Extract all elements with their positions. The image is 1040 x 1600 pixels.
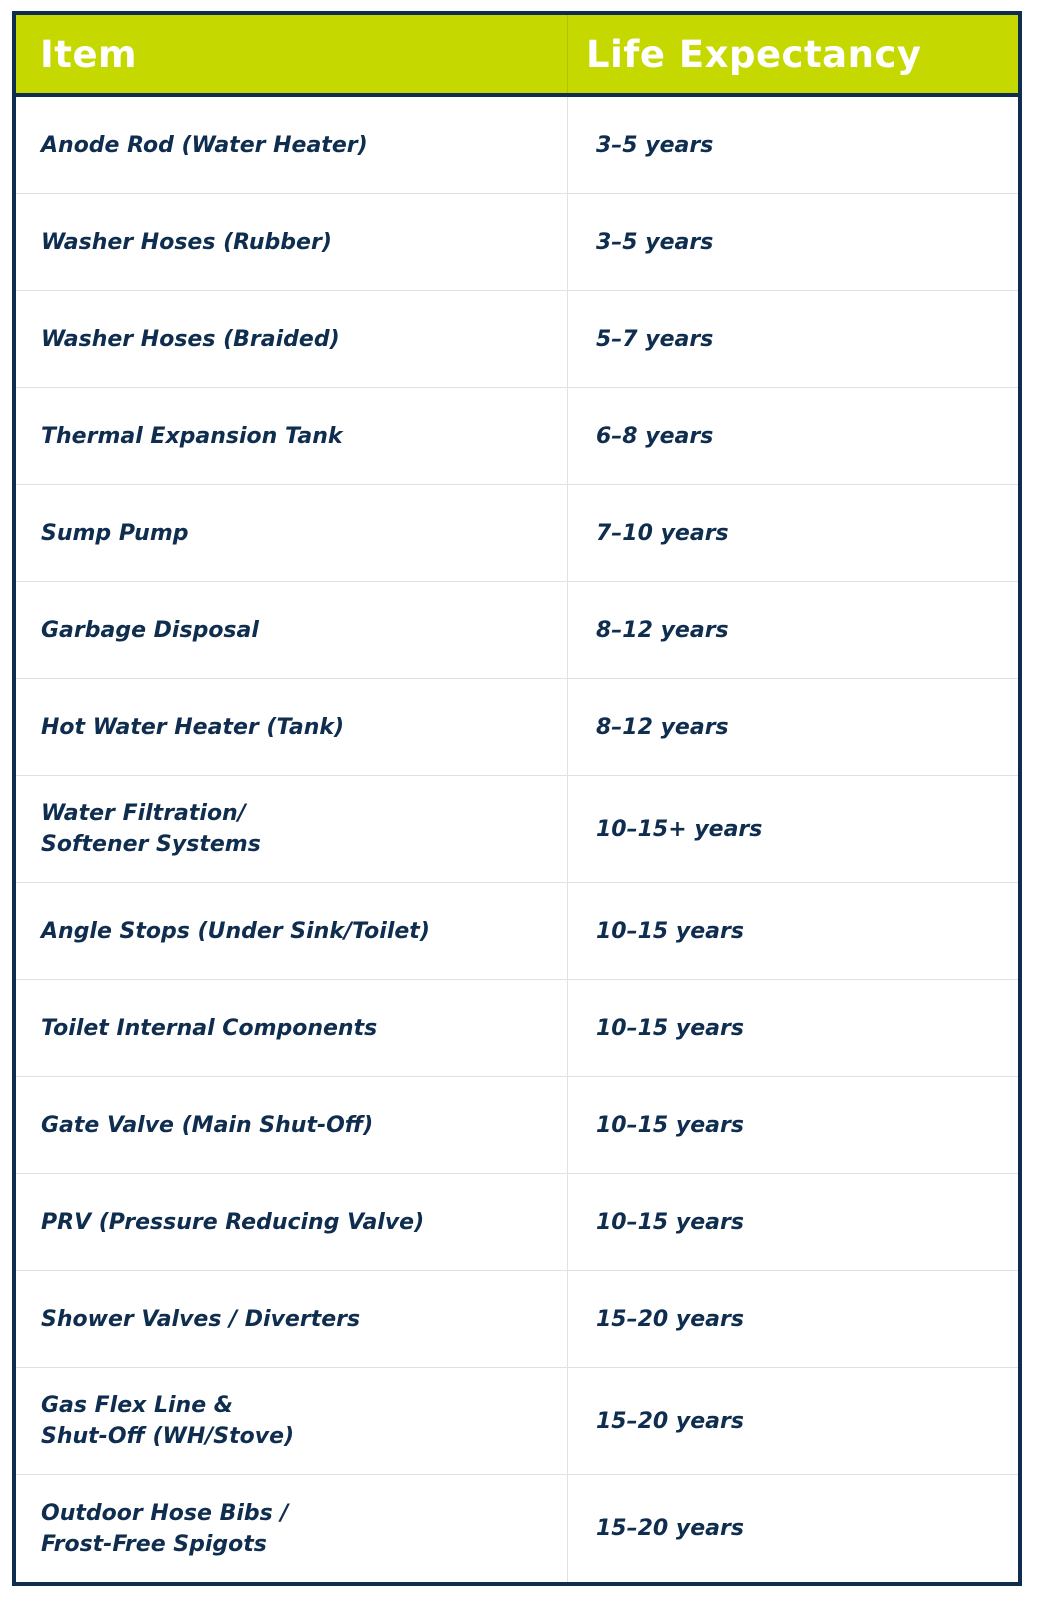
life-cell: 8–12 years bbox=[596, 617, 729, 643]
table-row bbox=[16, 1368, 1018, 1475]
table-row bbox=[16, 485, 1018, 582]
item-cell: Outdoor Hose Bibs / Frost-Free Spigots bbox=[16, 1475, 568, 1582]
table-row bbox=[16, 776, 1018, 883]
item-cell: Shower Valves / Diverters bbox=[16, 1271, 568, 1367]
item-cell: Washer Hoses (Rubber) bbox=[16, 194, 568, 290]
life-cell: 8–12 years bbox=[596, 714, 729, 740]
life-cell: 10–15 years bbox=[596, 1015, 744, 1041]
life-cell: 15–20 years bbox=[596, 1516, 744, 1541]
item-cell: Garbage Disposal bbox=[16, 582, 568, 678]
item-cell: Gas Flex Line & Shut-Off (WH/Stove) bbox=[16, 1368, 568, 1474]
life-cell: 10–15 years bbox=[596, 918, 744, 944]
life-cell: 6–8 years bbox=[596, 423, 714, 449]
item-cell: Thermal Expansion Tank bbox=[16, 388, 568, 484]
item-cell: Sump Pump bbox=[16, 485, 568, 581]
item-cell: Hot Water Heater (Tank) bbox=[16, 679, 568, 775]
table-row bbox=[16, 582, 1018, 679]
item-cell: Toilet Internal Components bbox=[16, 980, 568, 1076]
life-cell: 7–10 years bbox=[596, 520, 729, 546]
item-cell: PRV (Pressure Reducing Valve) bbox=[16, 1174, 568, 1270]
table-row bbox=[16, 1174, 1018, 1271]
life-cell: 15–20 years bbox=[596, 1306, 744, 1332]
table-row bbox=[16, 97, 1018, 194]
item-cell: Anode Rod (Water Heater) bbox=[16, 97, 568, 193]
header-item: Item bbox=[16, 15, 568, 93]
life-cell: 3–5 years bbox=[596, 132, 714, 158]
life-cell: 5–7 years bbox=[596, 326, 714, 352]
table-body bbox=[16, 97, 1018, 1582]
table-row bbox=[16, 388, 1018, 485]
header-life-expectancy: Life Expectancy bbox=[586, 32, 922, 76]
table-row bbox=[16, 883, 1018, 980]
life-cell: 10–15 years bbox=[596, 1112, 744, 1138]
life-cell: 10–15+ years bbox=[596, 816, 763, 842]
table-row bbox=[16, 194, 1018, 291]
item-cell: Water Filtration/ Softener Systems bbox=[16, 776, 568, 882]
life-expectancy-table bbox=[12, 11, 1022, 1586]
table-row bbox=[16, 291, 1018, 388]
table-header-row bbox=[16, 15, 1018, 97]
table-row bbox=[16, 1475, 1018, 1582]
table-row bbox=[16, 980, 1018, 1077]
item-cell: Gate Valve (Main Shut-Off) bbox=[16, 1077, 568, 1173]
life-cell: 3–5 years bbox=[596, 229, 714, 255]
item-cell: Washer Hoses (Braided) bbox=[16, 291, 568, 387]
table-row bbox=[16, 679, 1018, 776]
item-cell: Angle Stops (Under Sink/Toilet) bbox=[16, 883, 568, 979]
life-cell: 15–20 years bbox=[596, 1408, 744, 1434]
table-row bbox=[16, 1271, 1018, 1368]
table-row bbox=[16, 1077, 1018, 1174]
life-cell: 10–15 years bbox=[596, 1209, 744, 1235]
